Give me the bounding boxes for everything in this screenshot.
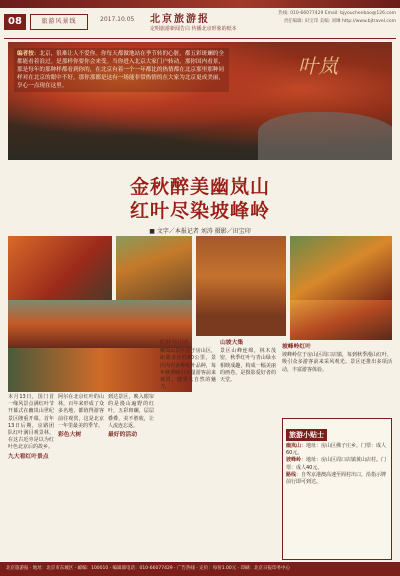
column-text: 到达景区，映入眼帘的是漫山遍野的红叶，五彩斑斓，层层叠叠，美不胜收，让人流连忘返。 bbox=[108, 394, 154, 429]
tips-body: 幽岚山：地址：房山区佛子庄乡。门票：成人60元。 坡峰岭：地址：房山区周口店镇黄山店村。门票：成人40元。 路线：自驾京港澳高速至阎村出口，沿指示牌前行即可到达。 bbox=[286, 443, 387, 486]
header-divider bbox=[4, 38, 396, 39]
article-column-2 bbox=[58, 394, 104, 440]
article-column-6 bbox=[282, 342, 392, 374]
hotline: 热线: 010-66077429 Email: bjyouchenbao@126.com bbox=[278, 11, 396, 16]
byline: ■ 文字／本报记者 刘涛 摄影／田宝印 bbox=[149, 228, 251, 235]
column-text: 本月13日，国门首一缘风景点满红叶节开幕式在幽岚山世纪景区隆重开幕。首年13日后期，京路团队红叶满目观景林。在这古近旁是以为红叶色北京后的故乡。 bbox=[8, 394, 54, 451]
photo-red-leaves bbox=[8, 236, 112, 300]
tips-title: 旅游小贴士 bbox=[286, 429, 327, 441]
column-subheading: 红叶与山水 bbox=[160, 340, 189, 346]
photo-maple bbox=[290, 300, 392, 340]
editor-note-text: 北京，很难让人不爱你。你每天都做地站在季节转的心脏，都五彩斑斓的全都能看着浪过。是那样你要你会来受。当你进入北京大家门户转动，那你国内看景，那是每年的那种样都看到你的，在北京有着一个一年都比的热情都在北京那里那种同样对在北京的眼中不好，那你那都是这有一场能非常热情的在大家为北京更成美丽，享心一点现在这里。 bbox=[17, 51, 224, 89]
column-subheading: 坡峰岭红叶 bbox=[282, 344, 311, 350]
article-column-5 bbox=[220, 338, 276, 384]
page-footer: 北京旅游报 · 地址：北京市东城区 · 邮编：100010 · 编辑部电话：010-66077429 · 广告热线 · 定价：每份1.00元 · 印刷：北京日报印务中心 bbox=[0, 562, 400, 576]
issue-date: 2017.10.05 bbox=[100, 16, 135, 23]
column-text: 坡峰岭位于房山区周口店镇，每到秋季漫山红叶，吸引众多游客前来采风观光。景区还推出多项活动，丰富游客体验。 bbox=[282, 352, 393, 373]
photo-mountain bbox=[290, 236, 392, 300]
headline-line-2: 红叶尽染坡峰岭 bbox=[129, 200, 270, 222]
hero-rock bbox=[258, 112, 392, 160]
article-column-3 bbox=[108, 394, 154, 440]
travel-tips-box bbox=[282, 418, 392, 560]
tips-text: 自驾京港澳高速至阎村出口，沿指示牌前行即可到达。 bbox=[286, 471, 387, 486]
column-subheading: 最好的活动 bbox=[108, 432, 137, 439]
tips-text: 地址：房山区佛子庄乡。门票：成人60元。 bbox=[286, 443, 387, 457]
column-subheading: 山坡大集 bbox=[220, 340, 244, 346]
photo-tree bbox=[116, 236, 192, 300]
article-column-1 bbox=[8, 394, 54, 462]
page-number: 08 bbox=[4, 14, 26, 30]
newspaper-slogan: 定明旅游新闻告白 传播北京形象的纸本 bbox=[150, 26, 237, 32]
tips-label: 路线 bbox=[286, 471, 297, 478]
article-column-4 bbox=[160, 338, 216, 391]
column-subheading: 九大看红叶景点 bbox=[8, 453, 49, 460]
hero-photo bbox=[8, 42, 392, 160]
editor-note bbox=[14, 48, 229, 92]
column-text: 景区山峰连绵，林木茂密，秋季红叶与青山绿水相映成趣，构成一幅美丽的画卷，是摄影爱好者的天堂。 bbox=[220, 348, 276, 384]
hero-calligraphy: 叶岚 bbox=[298, 54, 338, 78]
top-band bbox=[0, 0, 400, 8]
editor-note-label: 编者按： bbox=[17, 51, 40, 57]
section-name: 旅游风景线 bbox=[30, 14, 88, 30]
tips-text: 地址：房山区周口店镇黄山店村。门票：成人40元。 bbox=[286, 457, 387, 471]
column-text: 幽岚山景区位于房山区，距离市区约60公里，景区内有多种红叶品种，每年秋季吸引大量游客前来观赏，感受大自然的魅力。 bbox=[160, 348, 216, 391]
tips-label: 幽岚山 bbox=[286, 443, 302, 449]
editor-credits: 责任编辑: 田宝印 美编: 刘琳 http://www.bjtravel.com bbox=[283, 19, 396, 24]
photo-autumn-forest bbox=[196, 236, 286, 336]
column-text: 阿尔在北京红叶的山林，百年来形成了众多名地，都值得游客前往观赏，这是北京一年里最美的季节。 bbox=[58, 394, 104, 429]
tips-label: 坡峰岭 bbox=[286, 457, 302, 464]
newspaper-title: 北京旅游报 bbox=[150, 14, 210, 25]
column-subheading: 彩色大树 bbox=[58, 432, 82, 439]
headline-line-1: 金秋醉美幽岚山 bbox=[129, 176, 270, 198]
